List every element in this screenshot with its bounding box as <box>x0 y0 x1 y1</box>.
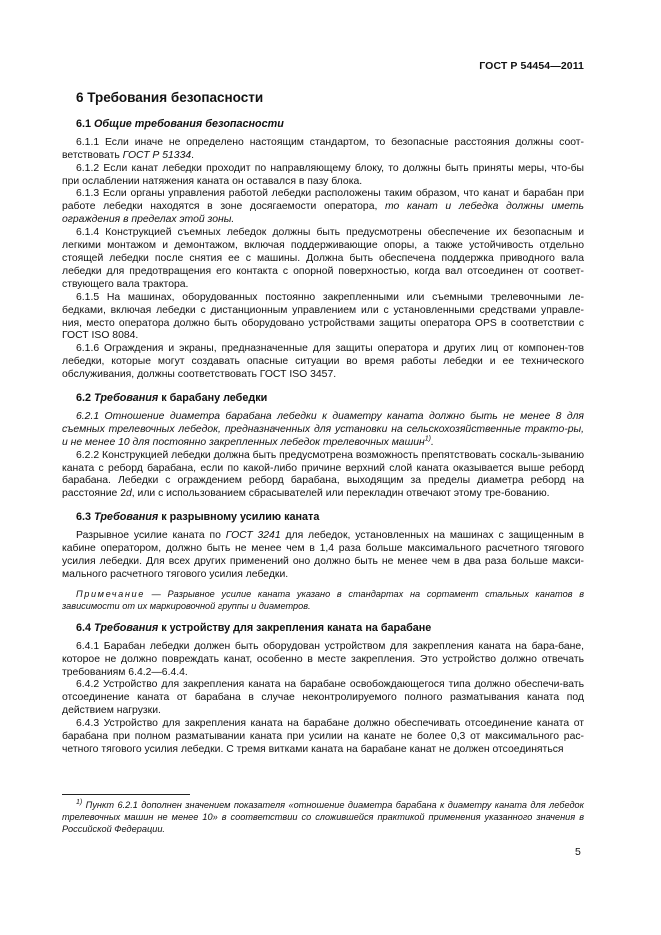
paragraph-6-1-1: 6.1.1 Если иначе не определено настоящим стандартом, то безопасные расстояния должны соот-ветствовать ГОСТ Р 51334. <box>62 136 584 161</box>
paragraph-6-1-3: 6.1.3 Если органы управления работой лебедки расположены таким образом, что канат и барабан при работе лебедки находятся в зоне досягаемости оператора, то канат и лебедка должны иметь ограждения в пределах этой зоны. <box>62 188 585 226</box>
paragraph-6-1-4: 6.1.4 Конструкцией съемных лебедок должны быть предусмотрены обеспечение их безопасным и легкими монтажом и демонтажом, включая поддерживающие опоры, а также устойчивость отдельно стоящей лебедки после снятия ее с машины. Должна быть обеспечена поддержка приводного вала лебедки для предотвращения его контакта с опорной поверхностью, когда вал отсоединен от соответ-ствующего вала трактора. <box>62 227 584 290</box>
paragraph-6-2-1: 6.2.1 Отношение диаметра барабана лебедки к диаметру каната должно быть не менее 8 для съемных трелевочных лебедок, предназначенных для установки на сельскохозяйственные тракто-ры, и не менее 10 для постоянно закрепленных лебедок трелевочных машин$^{1)}$. <box>62 410 584 448</box>
paragraph-6-1-5: 6.1.5 На машинах, оборудованных постоянно закрепленными или съемными трелевочными ле-бедками, включая лебедки с дистанционным управлением или с установленными средствами управле-ния, место оператора должно быть оборудовано устройствами защиты оператора OPS в соответствии с ГОСТ ISO 8084. <box>62 291 584 342</box>
paragraph-6-4-1: 6.4.1 Барабан лебедки должен быть оборудован устройством для закрепления каната на бара-бане, которое не должно повреждать канат, особенно в месте закрепления. Это устройство должно отвечать требованиям 6.4.2—6.4.4. <box>62 640 584 678</box>
paragraph-6-2-2: 6.2.2 Конструкцией лебедки должна быть предусмотрена возможность препятствовать соскаль-зыванию каната с реборд барабана, если по какой-либо причине верхний слой каната оказывается выше реборд барабана. Лебедки с ограждением реборд барабана, выходящим за пределы диаметра реборд на расстояние 2d, или с использованием сбрасывателей или перекладин отвечают этому тре-бованию. <box>62 449 584 500</box>
page-number: 5 <box>575 846 581 858</box>
paragraph-6-3: Разрывное усилие каната по ГОСТ 3241 для лебедок, установленных на машинах с защищенным в кабине оператором, должно быть не менее чем в 1,4 раза больше максимального расчетного тягового усилия лебедки. Для всех других применений оно должно быть не менее чем в два раза больше макси-мального расчетного тягового усилия лебедки. <box>62 530 584 580</box>
note-6-3: Примечание — Разрывное усилие каната указано в стандартах на сортамент стальных канатов в зависимости от их маркировочной группы и диаметров. <box>62 588 584 611</box>
main-content <box>62 88 584 757</box>
subsection-6-2-title: 6.2 Требования к барабану лебедки <box>76 392 268 405</box>
subsection-6-4-title: 6.4 Требования к устройству для закрепления каната на барабане <box>76 621 432 634</box>
footnote-divider <box>62 794 190 795</box>
paragraph-6-4-3: 6.4.3 Устройство для закрепления каната на барабане должно обеспечивать отсоединение каната от барабана при полном разматывании каната при усилии на канате не более 0,3 от максимального рас-четного тягового усилия лебедки. С тремя витками каната на барабане канат не должен отсоединяться <box>62 718 584 755</box>
section-title: 6 Требования безопасности <box>76 90 264 105</box>
paragraph-6-4-2: 6.4.2 Устройство для закрепления каната на барабане освобождающегося типа должно обеспечи-вать отсоединение каната от барабана в случае неконтролируемого полного разматывания каната под действием нагрузки. <box>62 679 584 717</box>
footnote: $^{1)}$ Пункт 6.2.1 дополнен значением показателя «отношение диаметра барабана к диаметру каната для лебедок трелевочных машин не менее 10» в соответствии со сложившейся практикой применения указанного значения в Российской Федерации. <box>62 798 585 834</box>
paragraph-6-1-6: 6.1.6 Ограждения и экраны, предназначенные для защиты оператора и других лиц от компонен-тов лебедки, которые могут создавать опасные ситуации во время работы лебедки и ее технического обслуживания, должны соответствовать ГОСТ ISO 3457. <box>62 343 584 381</box>
document-header: ГОСТ Р 54454—2011 <box>479 60 584 72</box>
subsection-6-3-title: 6.3 Требования к разрывному усилию каната <box>76 511 320 524</box>
paragraph-6-1-2: 6.1.2 Если канат лебедки проходит по направляющему блоку, то должны быть приняты меры, что-бы при ослаблении натяжения каната он оставался в пазу блока. <box>62 162 584 187</box>
subsection-6-1-title: 6.1 Общие требования безопасности <box>76 117 284 130</box>
